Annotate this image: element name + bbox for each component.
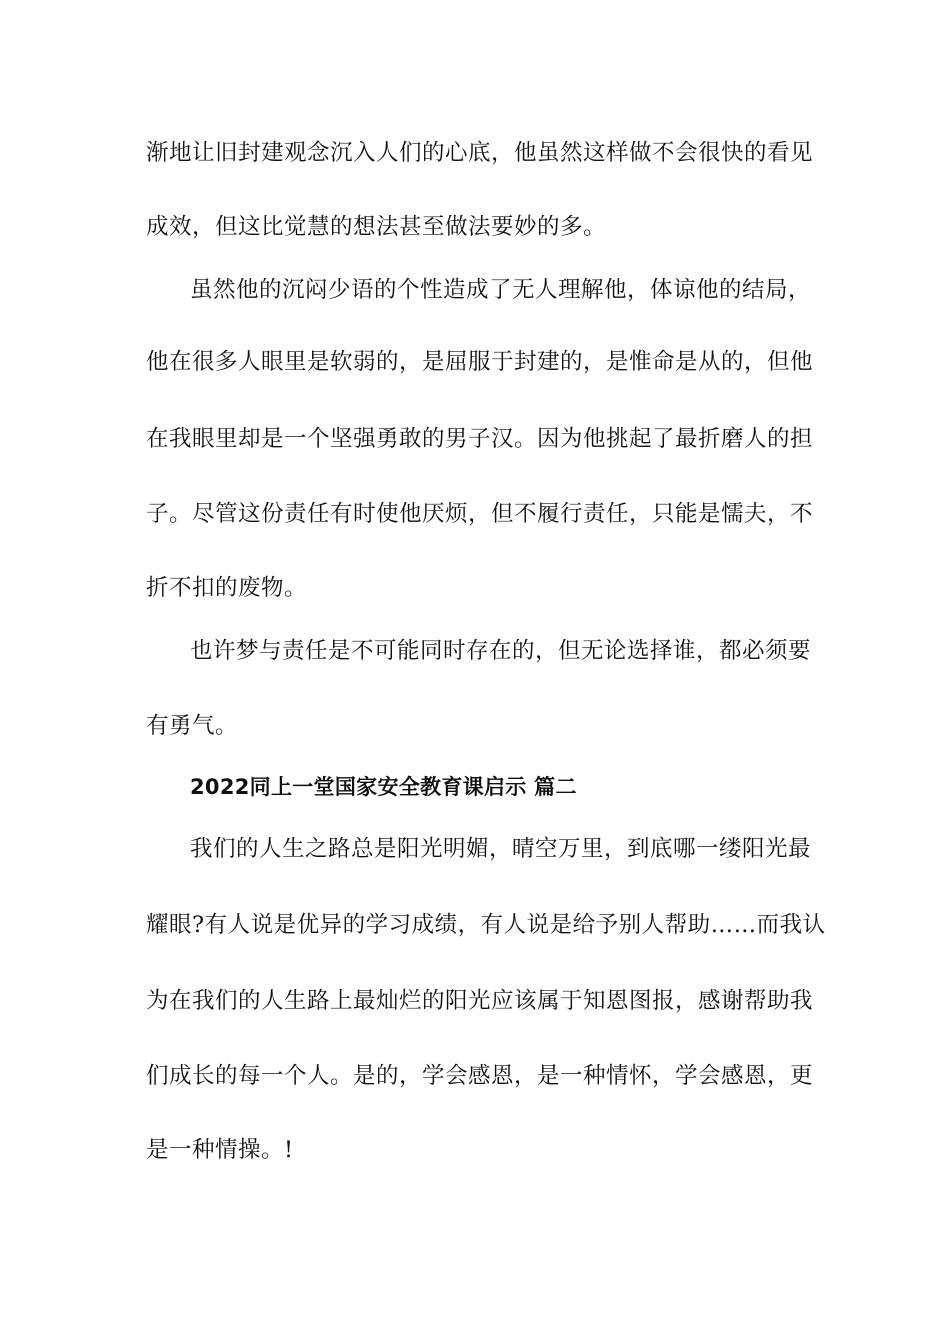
section-paragraph-line-2: 耀眼?有人说是优异的学习成绩，有人说是给予别人帮助……而我认 [146,912,826,938]
paragraph-3-line-2: 有勇气。 [146,713,239,739]
paragraph-3-line-1: 也许梦与责任是不可能同时存在的，但无论选择谁，都必须要 [190,638,812,664]
section-paragraph-line-5: 是一种情操。! [146,1137,294,1163]
section-paragraph-line-3: 为在我们的人生路上最灿烂的阳光应该属于知恩图报，感谢帮助我 [146,988,814,1014]
paragraph-1-line-2: 成效，但这比觉慧的想法甚至做法要妙的多。 [146,214,607,240]
section-heading: 2022同上一堂国家安全教育课启示 篇二 [190,775,577,799]
paragraph-2-line-2: 他在很多人眼里是软弱的，是屈服于封建的，是惟命是从的，但他 [146,349,814,375]
paragraph-2-line-4: 子。尽管这份责任有时使他厌烦，但不履行责任，只能是懦夫，不 [146,501,814,527]
section-paragraph-line-4: 们成长的每一个人。是的，学会感恩，是一种情怀，学会感恩，更 [146,1063,814,1089]
section-paragraph-line-1: 我们的人生之路总是阳光明媚，晴空万里，到底哪一缕阳光最 [190,836,812,862]
paragraph-2-line-3: 在我眼里却是一个坚强勇敢的男子汉。因为他挑起了最折磨人的担 [146,426,814,452]
paragraph-2-line-5: 折不扣的废物。 [146,575,308,601]
paragraph-2-line-1: 虽然他的沉闷少语的个性造成了无人理解他，体谅他的结局， [190,277,812,303]
paragraph-1-line-1: 渐地让旧封建观念沉入人们的心底，他虽然这样做不会很快的看见 [146,140,814,166]
